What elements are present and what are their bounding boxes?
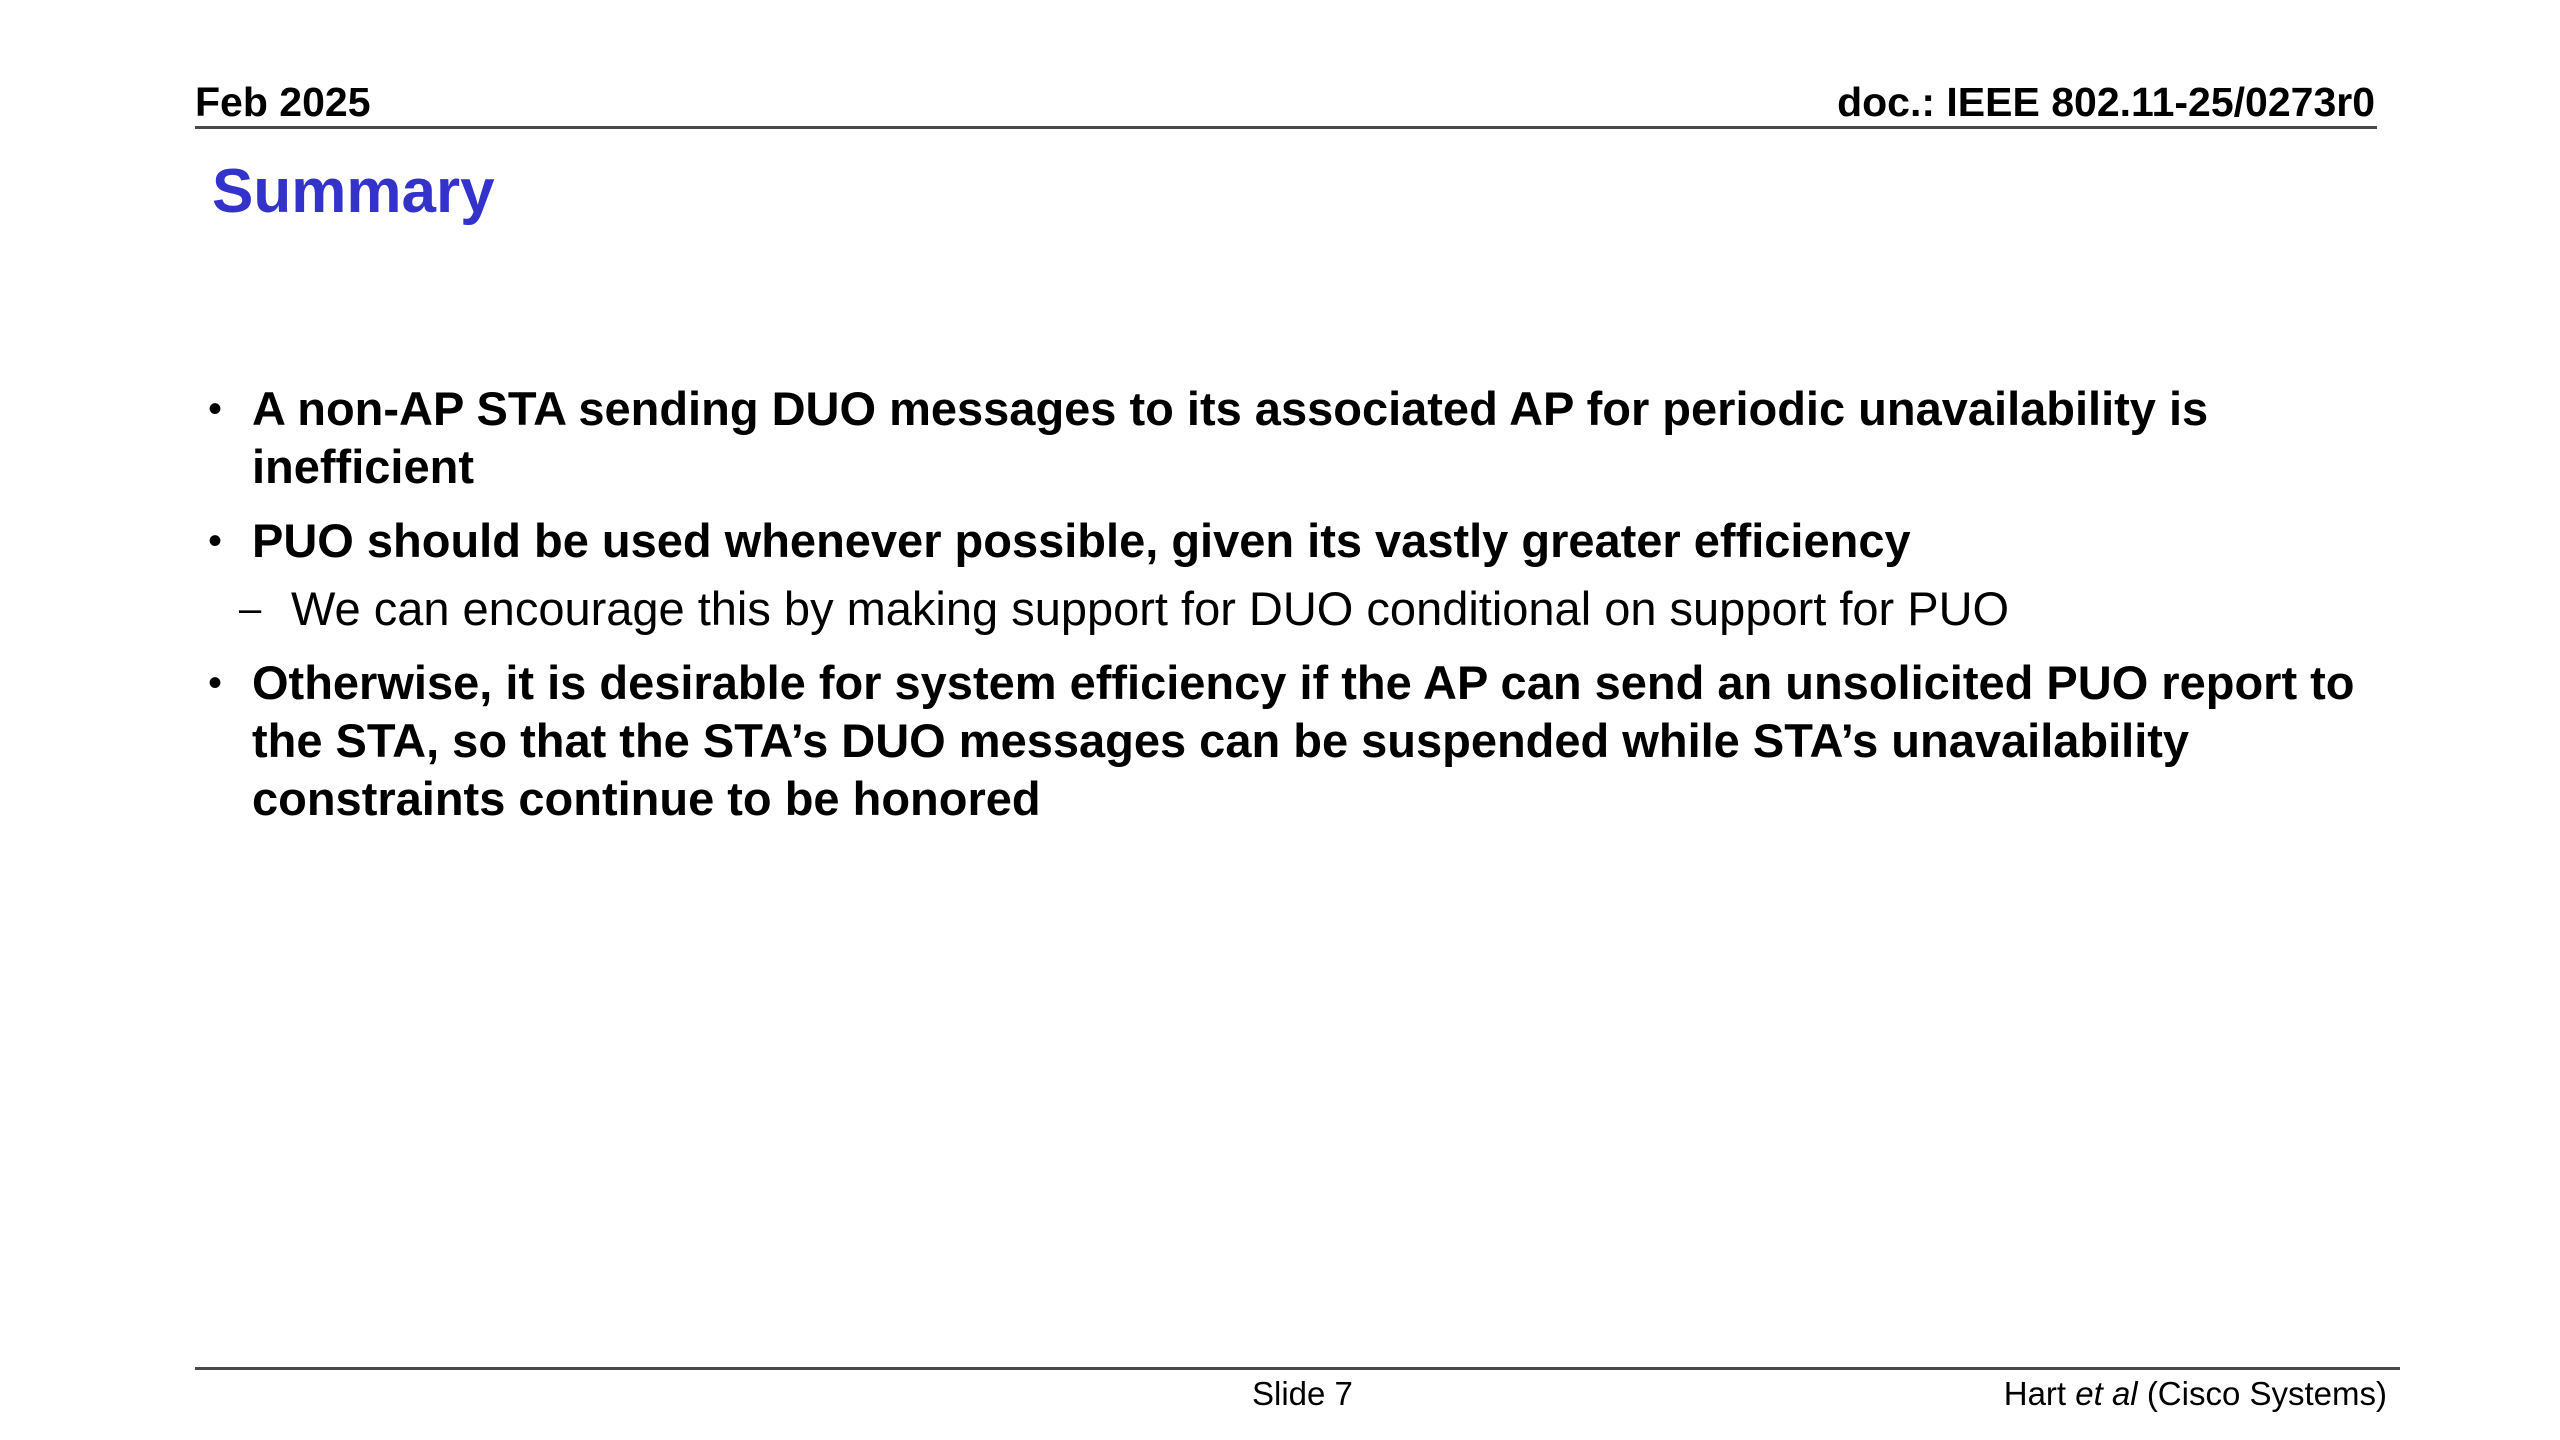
bullet-text: PUO should be used whenever possible, given its vastly greater efficiency: [252, 514, 1911, 567]
footer-divider: [195, 1367, 2400, 1370]
author-name: Hart: [2003, 1375, 2067, 1412]
header-divider: [195, 126, 2377, 129]
author-etal: et al: [2075, 1375, 2138, 1412]
bullet-text: Otherwise, it is desirable for system efficiency if the AP can send an unsolicited PUO report to the STA, so that the STA’s DUO messages can be suspended while STA’s unavailability constraints continue to be honored: [252, 656, 2355, 825]
bullet-text: A non-AP STA sending DUO messages to its associated AP for periodic unavailability is inefficient: [252, 382, 2209, 493]
sub-bullet-item: [205, 580, 2405, 638]
bullet-marker: •: [208, 519, 223, 563]
footer-author: [2004, 1374, 2387, 1414]
header-date: Feb 2025: [195, 79, 371, 125]
bullet-item: [205, 380, 2405, 496]
slide-number: Slide 7: [1252, 1375, 1353, 1412]
author-org: (Cisco Systems): [2146, 1375, 2387, 1412]
header-doc-id: doc.: IEEE 802.11-25/0273r0: [1837, 79, 2375, 125]
slide-content: [205, 380, 2405, 844]
bullet-marker: •: [208, 661, 223, 705]
bullet-marker: •: [208, 387, 223, 431]
bullet-item: [205, 512, 2405, 570]
bullet-item: [205, 654, 2405, 828]
sub-bullet-text: We can encourage this by making support for DUO conditional on support for PUO: [291, 582, 2010, 635]
slide-title: Summary: [212, 157, 495, 226]
sub-bullet-marker: –: [239, 587, 262, 631]
